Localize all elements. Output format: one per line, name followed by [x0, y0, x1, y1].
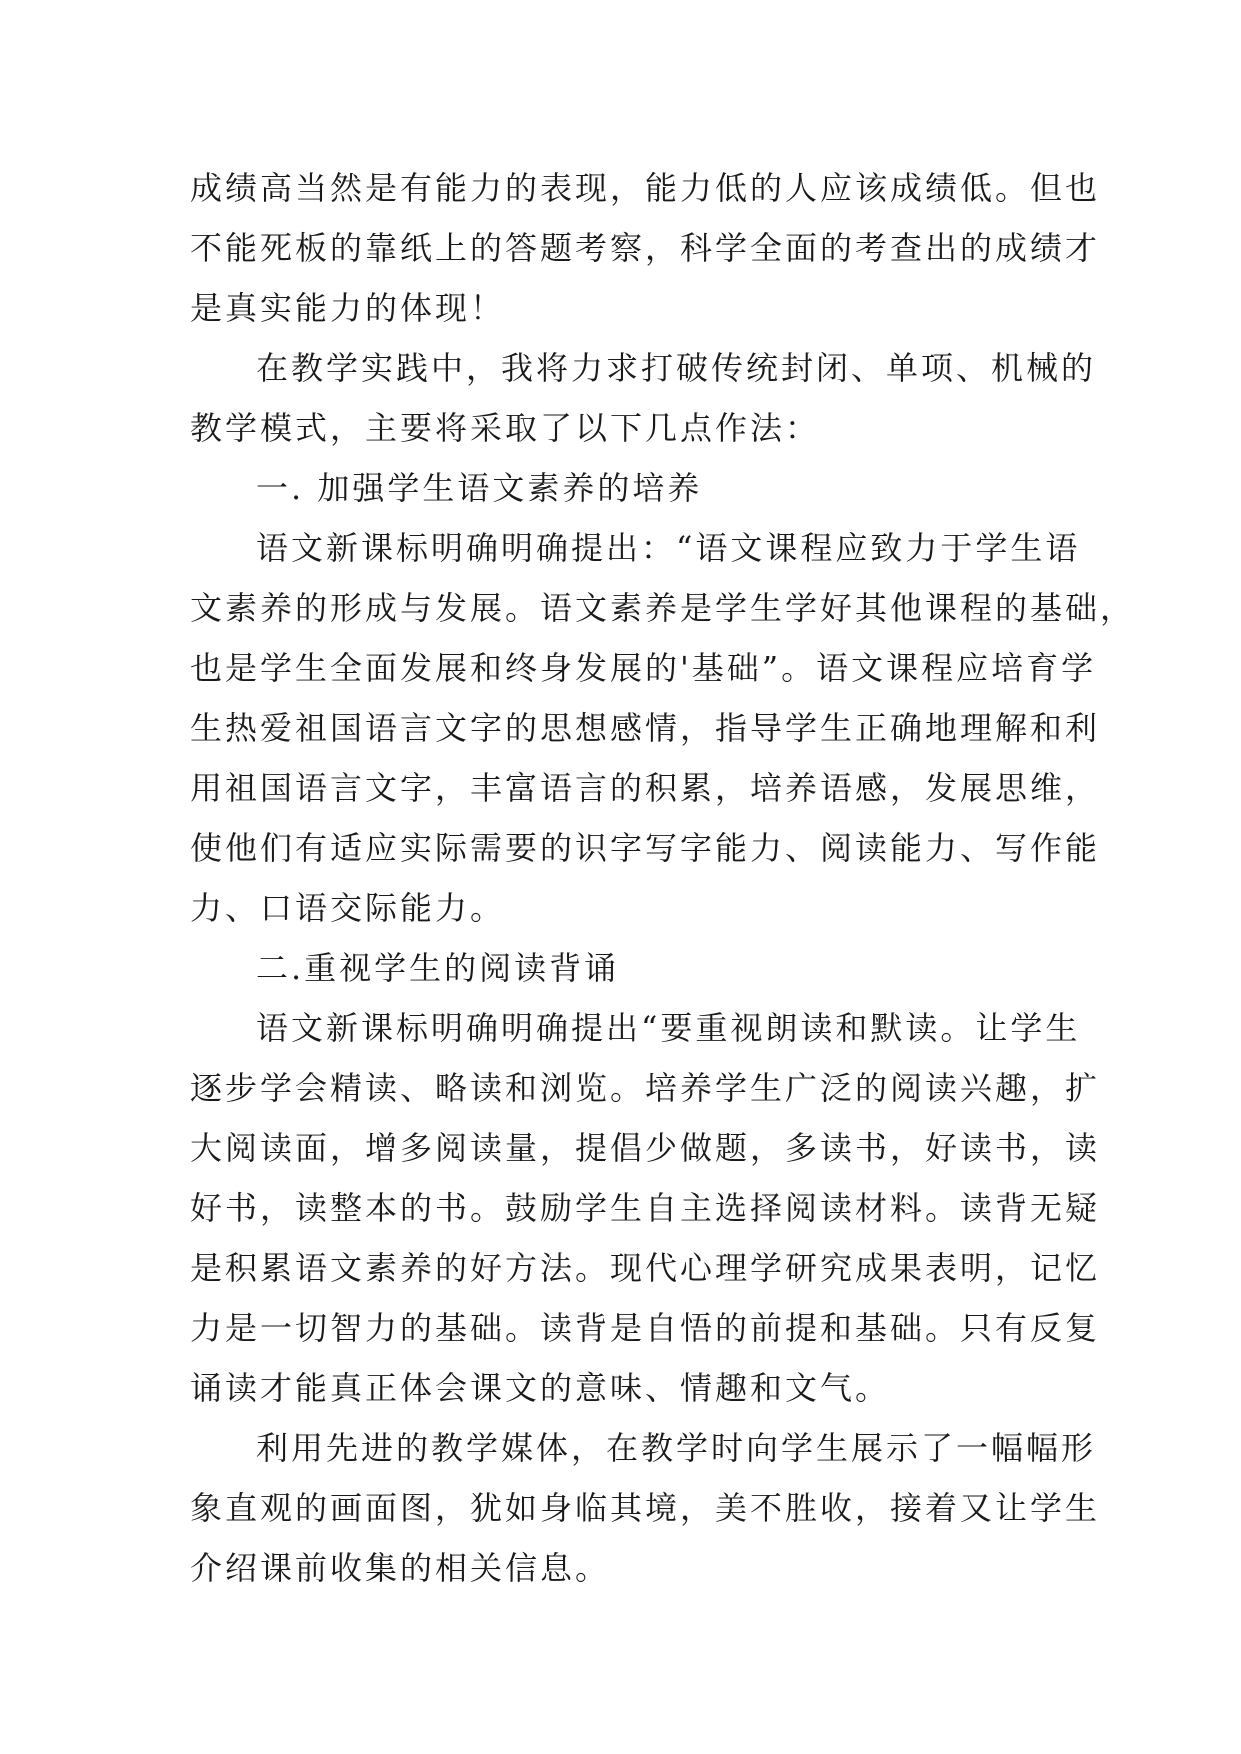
text-line: 介绍课前收集的相关信息。	[190, 1549, 611, 1587]
text-line: 利用先进的教学媒体，在教学时向学生展示了一幅幅形	[256, 1429, 1097, 1467]
text-line: 语文新课标明确明确提出“要重视朗读和默读。让学生	[256, 1009, 1081, 1047]
text-line: 象直观的画面图，犹如身临其境，美不胜收，接着又让学生	[190, 1489, 1101, 1527]
text-line: 二.重视学生的阅读背诵	[256, 949, 620, 987]
text-line: 在教学实践中，我将力求打破传统封闭、单项、机械的	[256, 349, 1097, 387]
text-line: 也是学生全面发展和终身发展的'基础”。语文课程应培育学	[190, 649, 1097, 687]
text-line: 是真实能力的体现！	[190, 289, 506, 327]
text-line: 好书，读整本的书。鼓励学生自主选择阅读材料。读背无疑	[190, 1189, 1101, 1227]
text-line: 力、口语交际能力。	[190, 889, 506, 927]
text-line: 是积累语文素养的好方法。现代心理学研究成果表明，记忆	[190, 1249, 1101, 1287]
text-line: 生热爱祖国语言文字的思想感情，指导学生正确地理解和利	[190, 709, 1101, 747]
text-line: 力是一切智力的基础。读背是自悟的前提和基础。只有反复	[190, 1309, 1101, 1347]
text-line: 逐步学会精读、略读和浏览。培养学生广泛的阅读兴趣，扩	[190, 1069, 1101, 1107]
text-line: 不能死板的靠纸上的答题考察，科学全面的考查出的成绩才	[190, 229, 1101, 267]
document-body	[190, 158, 1136, 1598]
text-line: 成绩高当然是有能力的表现，能力低的人应该成绩低。但也	[190, 169, 1101, 207]
text-line: 教学模式，主要将采取了以下几点作法：	[190, 409, 821, 447]
text-line: 一. 加强学生语文素养的培养	[256, 469, 703, 507]
text-line: 诵读才能真正体会课文的意味、情趣和文气。	[190, 1369, 891, 1407]
text-line: 语文新课标明确明确提出：“语文课程应致力于学生语	[256, 529, 1081, 567]
text-line: 大阅读面，增多阅读量，提倡少做题，多读书，好读书，读	[190, 1129, 1101, 1167]
text-line: 使他们有适应实际需要的识字写字能力、阅读能力、写作能	[190, 829, 1101, 867]
text-line: 用祖国语言文字，丰富语言的积累，培养语感，发展思维，	[190, 769, 1101, 807]
text-line: 文素养的形成与发展。语文素养是学生学好其他课程的基础，	[190, 589, 1136, 627]
